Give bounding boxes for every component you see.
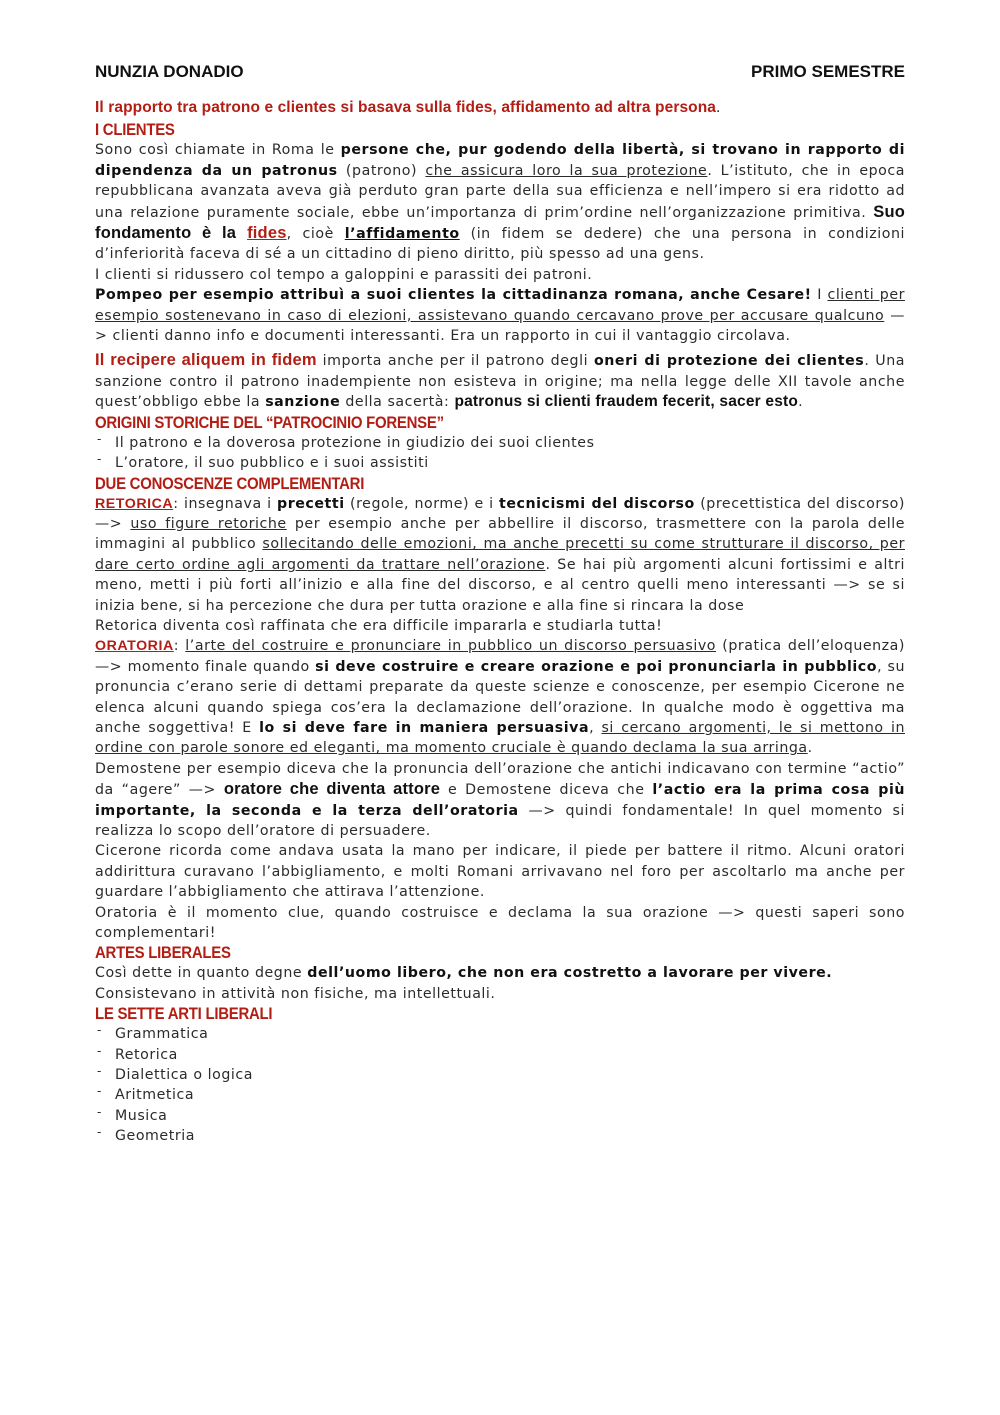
section-title-conoscenze: DUE CONOSCENZE COMPLEMENTARI: [95, 473, 365, 493]
origini-list: [95, 433, 905, 474]
semester-label: PRIMO SEMESTRE: [751, 62, 905, 81]
document-body: [95, 98, 905, 1147]
paragraph-retorica-note: Retorica diventa così raffinata che era difficile impararla e studiarla tutta!: [95, 617, 663, 634]
paragraph-pompeo: Pompeo per esempio attribuì a suoi clientes la cittadinanza romana, anche Cesare! I clienti per esempio sostenevano in caso di elezioni, assistevano quando cercavano prove per accusare qualcuno —> clienti danno info e documenti interessanti. Era un rapporto in cui il vantaggio circolava.: [95, 287, 905, 345]
section-title-artes: ARTES LIBERALES: [95, 943, 231, 963]
oratoria-label: ORATORIA: [95, 638, 174, 655]
paragraph-demostene: Demostene per esempio diceva che la pronuncia dell’orazione che antichi indicavano con termine “actio” da “agere” —> oratore che diventa attore e Demostene diceva che l’actio era la prima cosa più importante, la seconda e la terza dell’oratoria —> quindi fondamentale! In quel momento si realizza lo scopo dell’oratore di persuadere.: [95, 760, 906, 839]
list-item: - Il patrono e la doverosa protezione in giudizio dei suoi clientes: [95, 433, 905, 453]
list-item: - Dialettica o logica: [95, 1065, 905, 1085]
paragraph-recipere: Il recipere aliquem in fidem importa anche per il patrono degli oneri di protezione dei clientes. Una sanzione contro il patrono inadempiente non esisteva in origine; ma nella legge delle XII tavole anche quest’obbligo ebbe la sanzione della sacertà: patronus si clienti fraudem fecerit, sacer esto.: [95, 351, 905, 411]
list-item: - Retorica: [95, 1045, 905, 1065]
paragraph-artes: Così dette in quanto degne dell’uomo libero, che non era costretto a lavorare per vivere.: [95, 965, 833, 982]
list-item: - Aritmetica: [95, 1085, 905, 1105]
section-title-origini: ORIGINI STORICHE DEL “PATROCINIO FORENSE”: [95, 412, 444, 432]
paragraph-oratoria-summary: Oratoria è il momento clue, quando costruisce e declama la sua orazione —> questi saperi sono complementari!: [95, 904, 905, 942]
retorica-label: RETORICA: [95, 495, 174, 512]
list-item: - Geometria: [95, 1126, 905, 1146]
sette-arti-list: [95, 1024, 905, 1146]
paragraph-retorica: RETORICA: insegnava i precetti (regole, norme) e i tecnicismi del discorso (precettistica del discorso) —> uso figure retoriche per esempio anche per abbellire il discorso, trasmettere con la parola delle immagini al pubblico sollecitando delle emozioni, ma anche precetti su come strutturare il discorso, per dare certo ordine agli argomenti da trattare nell’orazione. Se hai più argomenti alcuni fortissimi e altri meno, metti i più forti all’inizio e alla fine del discorso, e al centro quelli meno interessanti —> se si inizia bene, si ha percezione che dura per tutta orazione e alla fine si rincara la dose: [95, 495, 905, 614]
paragraph-oratoria: ORATORIA: l’arte del costruire e pronunciare in pubblico un discorso persuasivo (pratica dell’eloquenza) —> momento finale quando si deve costruire e creare orazione e poi pronunciarla in pubblico, su pronuncia c’erano serie di dettami preparate da queste scienze e conoscenze, per esempio Cicerone ne elenca alcuni quando spiega cos’era la declamazione dell’orazione. In qualche modo è oggettiva ma anche soggettiva! E lo si deve fare in maniera persuasiva, si cercano argomenti, le si mettono in ordine con parole sonore ed eleganti, ma momento cruciale è quando declama la sua arringa.: [95, 638, 906, 757]
paragraph-clientes-definition: Sono così chiamate in Roma le persone che, pur godendo della libertà, si trovano in rapporto di dipendenza da un patronus (patrono) che assicura loro la sua protezione. L’istituto, che in epoca repubblicana avanzata aveva già perduto gran parte della sua efficienza e nell’impero si era ridotto ad una relazione puramente sociale, ebbe un’importanza di prim’ordine nell’organizzazione primitiva. Suo fondamento è la fides, cioè l’affidamento (in fidem se dedere) che una persona in condizioni d’inferiorità faceva di sé a un cittadino di pieno diritto, più spesso ad una gens.: [95, 142, 906, 263]
list-item: - Grammatica: [95, 1024, 905, 1044]
intro-line: Il rapporto tra patrono e clientes si basava sulla fides, affidamento ad altra persona.: [95, 99, 721, 116]
paragraph-artes-2: Consistevano in attività non fisiche, ma intellettuali.: [95, 985, 496, 1002]
paragraph-clientes-decline: I clienti si ridussero col tempo a galoppini e parassiti dei patroni.: [95, 266, 593, 283]
fides-term: fides: [247, 224, 287, 243]
list-item: - L’oratore, il suo pubblico e i suoi assistiti: [95, 453, 905, 473]
paragraph-cicerone: Cicerone ricorda come andava usata la mano per indicare, il piede per battere il ritmo. Alcuni oratori addirittura curavano l’abbigliamento, e molti Romani arrivavano nel foro per ascoltarlo ma anche per guardare l’abbigliamento che attirava l’attenzione.: [95, 843, 905, 901]
page-header: [95, 62, 905, 82]
list-item: - Musica: [95, 1106, 905, 1126]
section-title-clientes: I CLIENTES: [95, 120, 175, 140]
section-title-sette-arti: LE SETTE ARTI LIBERALI: [95, 1004, 273, 1024]
author-name: NUNZIA DONADIO: [95, 62, 244, 81]
intro-text: Il rapporto tra patrono e clientes si basava sulla fides, affidamento ad altra persona: [95, 99, 717, 116]
